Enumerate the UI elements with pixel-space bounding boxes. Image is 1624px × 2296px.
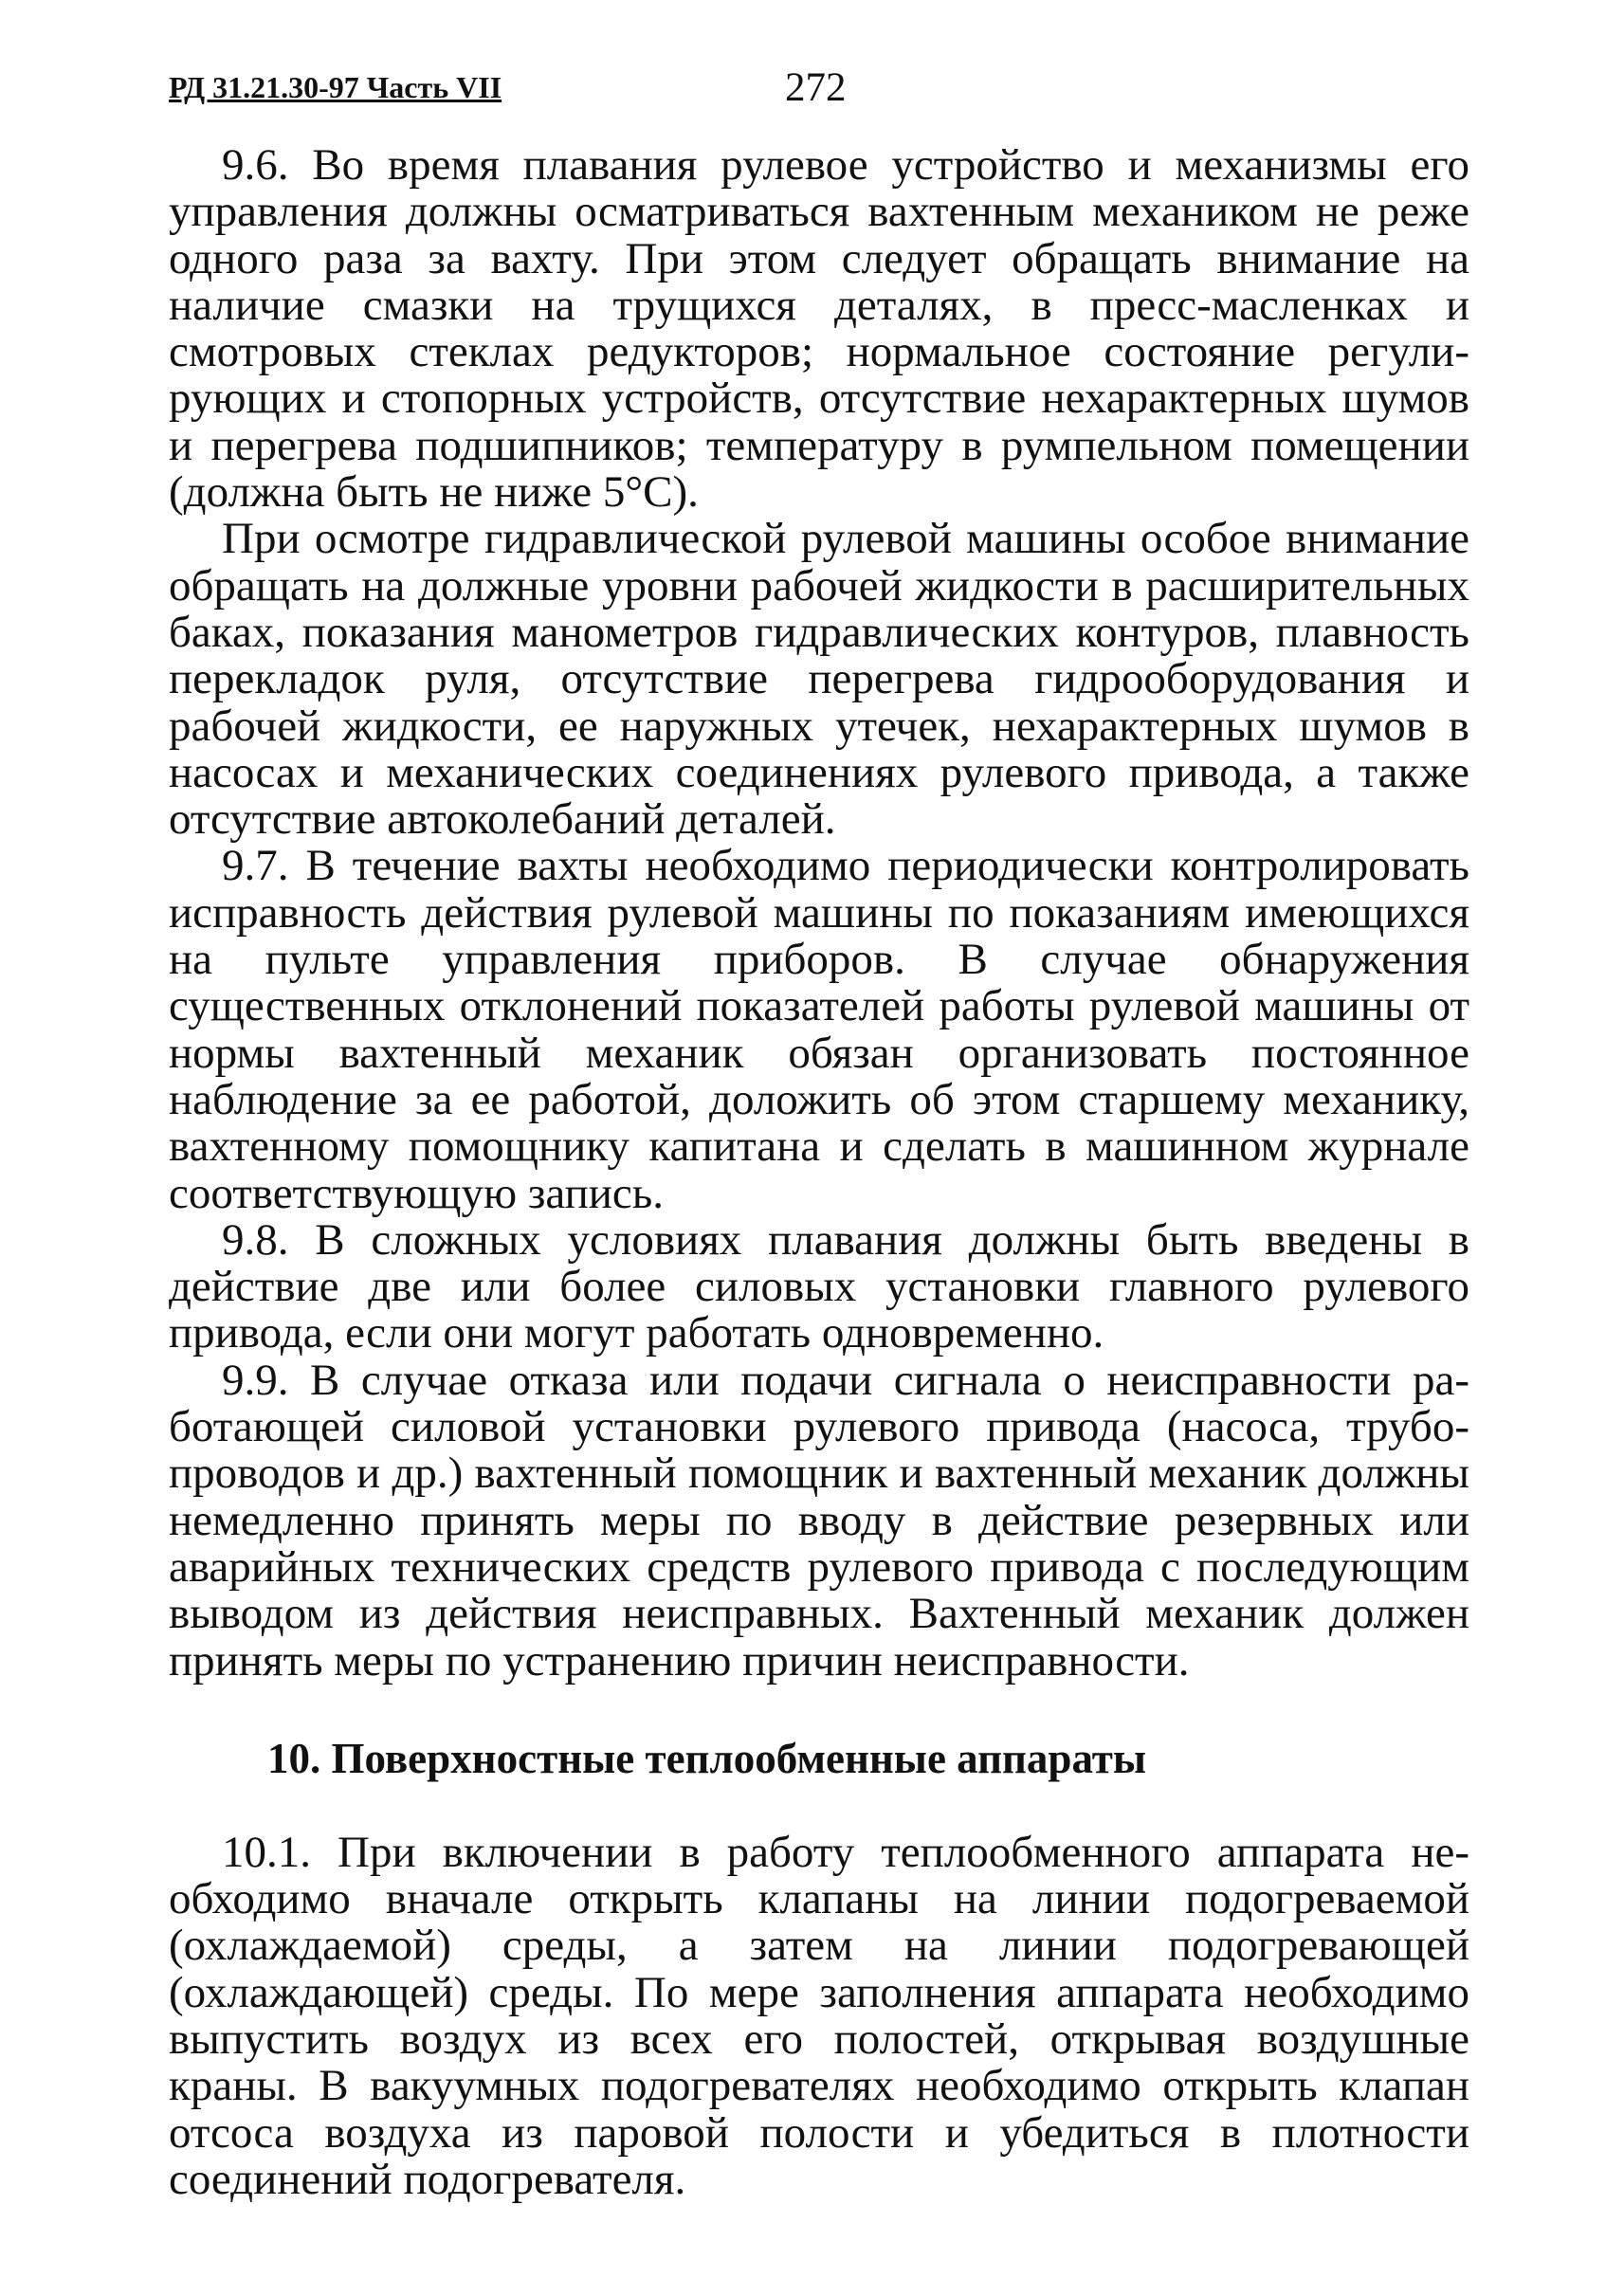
paragraph-9-8: 9.8. В сложных условиях плавания должны быть введены в действие две или более силовых установки главного рулевого привода, если они могут работать одновременно. [169,1214,1469,1358]
paragraph-10-1: 10.1. При включении в работу теплообменного аппарата необходимо вначале открыть клапаны на линии подогреваемой (охлаждаемой) среды, а затем на линии подогревающей (охлаждающей) среды. По мере заполнения аппарата необходимо выпустить воздух из всех его полостей, открывая воздушные краны. В вакуумных подогревателях необходимо открыть клапан отсоса воздуха из паровой полости и убедиться в плотности соединений подогревателя. [169,1827,1469,2204]
page-number: 272 [785,65,847,110]
page-header [169,64,1472,121]
section-heading: 10. Поверхностные теплообменные аппараты [267,1734,1147,1782]
paragraph-9-9: 9.9. В случае отказа или подачи сигнала о неисправности работающей силовой установки рулевого привода (насоса, трубопроводов и др.) вахтенный помощник и вахтенный механик должны немедленно принять меры по вводу в действие резервных или аварийных технических средств рулевого привода с последующим выводом из действия неисправных. Вахтенный механик должен принять меры по устранению причин неисправности. [169,1355,1469,1686]
page-body [169,142,1469,2203]
paragraph-9-6-continued: При осмотре гидравлической рулевой машины особое внимание обращать на должные уровни рабочей жидкости в расширительных баках, показания манометров гидравлических контуров, плавность перекладок руля, отсутствие перегрева гидрооборудования и рабочей жидкости, ее наружных утечек, нехарактерных шумов в насосах и механических соединениях рулевого привода, а также отсутствие автоколебаний деталей. [169,514,1469,845]
document-code: РД 31.21.30-97 Часть VII [169,70,502,104]
paragraph-9-7: 9.7. В течение вахты необходимо периодически контролировать исправность действия рулевой машины по показаниям имеющихся на пульте управления приборов. В случае обнаружения существенных отклонений показателей работы рулевой машины от нормы вахтенный механик обязан организовать постоянное наблюдение за ее работой, доложить об этом старшему механику, вахтенному помощнику капитана и сделать в машинном журнале соответствующую запись. [169,841,1469,1218]
paragraph-9-6: 9.6. Во время плавания рулевое устройство и механизмы его управления должны осматриваться вахтенным механиком не реже одного раза за вахту. При этом следует обращать внимание на наличие смазки на трущихся деталях, в пресс-масленках и смотровых стеклах редукторов; нормальное состояние регулирующих и стопорных устройств, отсутствие нехарактерных шумов и перегрева подшипников; температуру в румпельном помещении (должна быть не ниже 5°С). [169,140,1469,518]
